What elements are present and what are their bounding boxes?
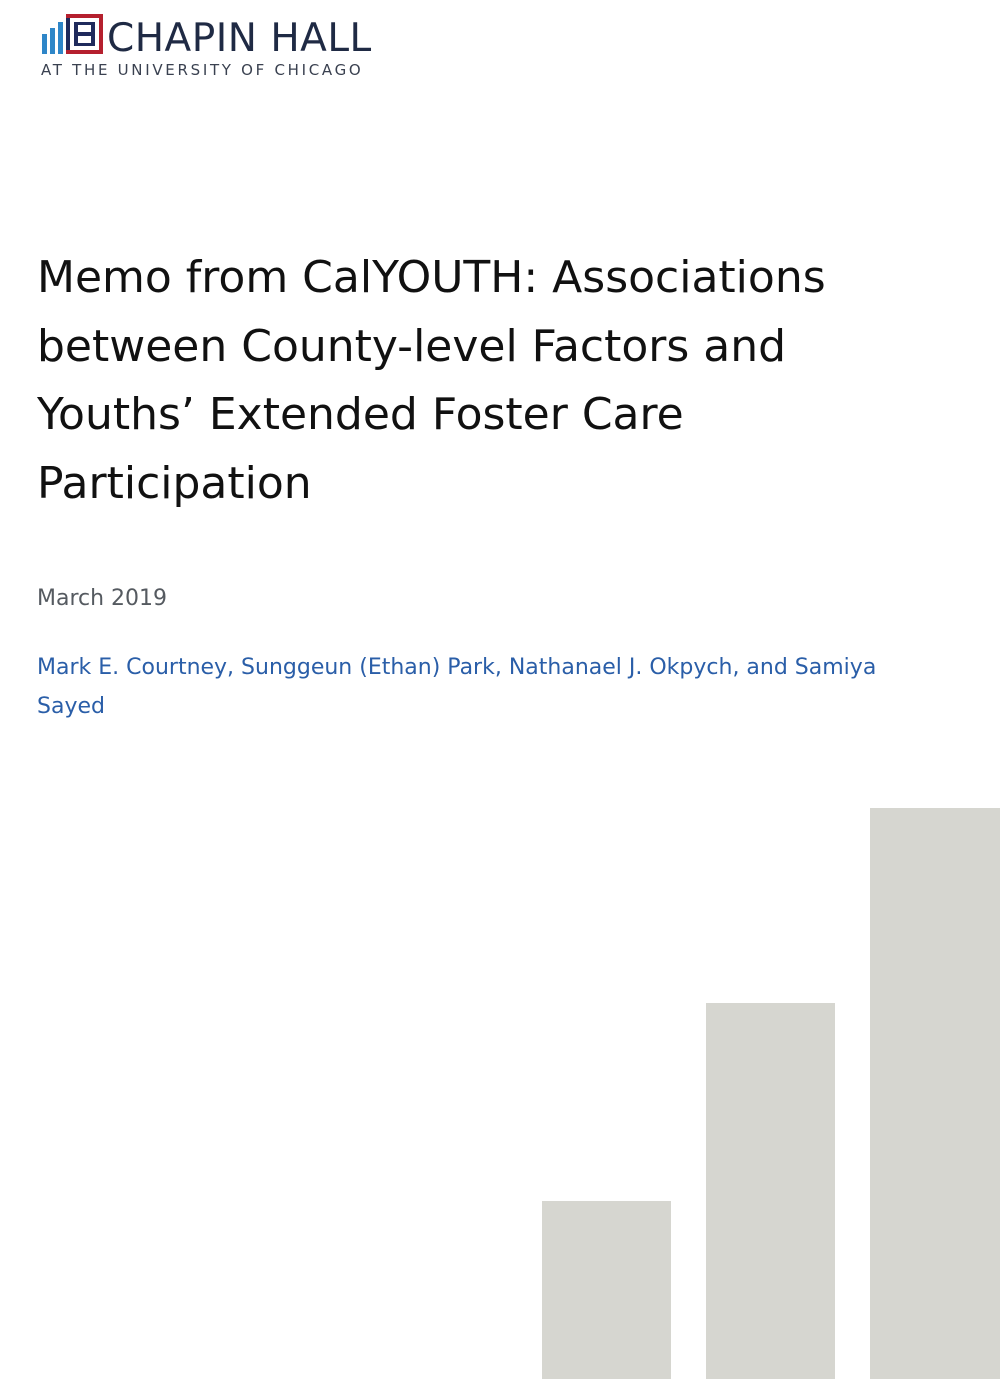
decorative-bar-medium <box>706 1003 835 1379</box>
publication-date: March 2019 <box>37 586 168 611</box>
chapin-hall-logo <box>41 12 441 82</box>
document-title: Memo from CalYOUTH: Associations between County-level Factors and Youths’ Extended Foster Care Participation <box>37 252 826 509</box>
chapin-hall-logo-mark-icon <box>41 12 105 60</box>
logo-subtitle: AT THE UNIVERSITY OF CHICAGO <box>41 61 364 79</box>
decorative-bar-short <box>542 1201 671 1379</box>
author-list: Mark E. Courtney, Sunggeun (Ethan) Park, Nathanael J. Okpych, and Samiya Sayed <box>37 655 877 719</box>
logo-name: CHAPIN HALL <box>107 16 372 61</box>
decorative-bar-tall <box>870 808 1000 1379</box>
